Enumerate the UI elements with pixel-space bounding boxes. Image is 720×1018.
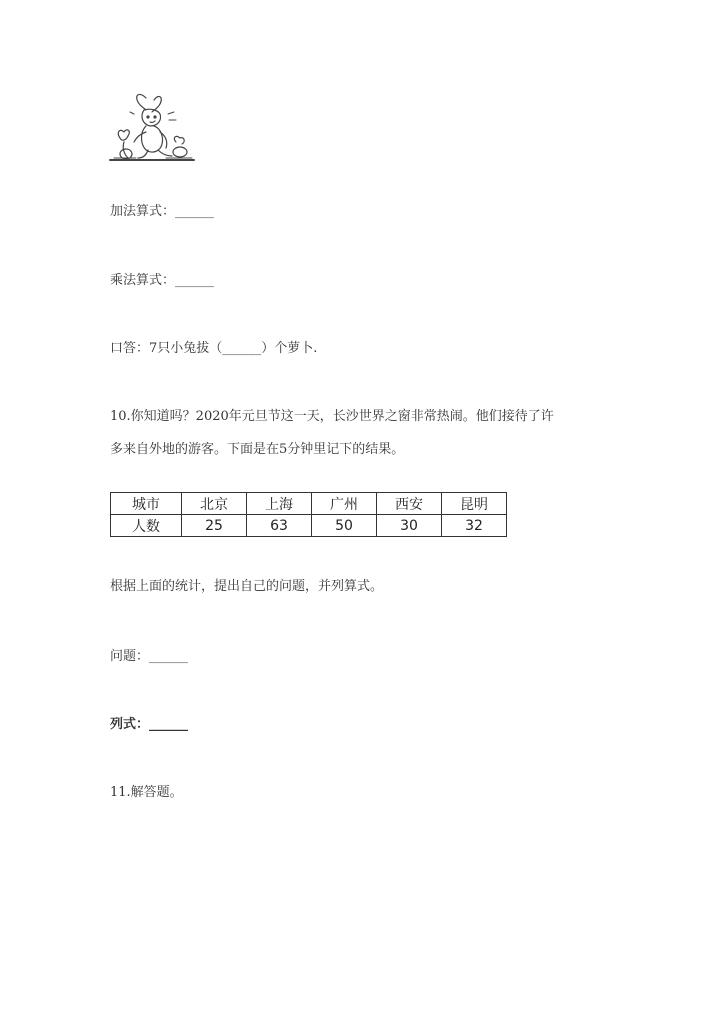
table-data-row: [111, 515, 507, 537]
table-city: 北京: [182, 493, 247, 515]
table-city: 西安: [377, 493, 442, 515]
table-city: 上海: [247, 493, 312, 515]
question-10-line-2: 多来自外地的游客。下面是在5分钟里记下的结果。: [110, 442, 405, 457]
table-count: 32: [442, 515, 507, 537]
table-count: 25: [182, 515, 247, 537]
table-header-row: [111, 493, 507, 515]
formula-prompt: 列式：______: [110, 717, 189, 732]
question-prompt: 问题：______: [110, 649, 189, 664]
multiplication-formula-prompt: 乘法算式：______: [110, 273, 215, 288]
oral-answer-prompt: 口答：7只小兔拔（______）个萝卜.: [110, 341, 318, 356]
addition-formula-prompt: 加法算式：______: [110, 204, 215, 219]
table-row-label: 人数: [111, 515, 182, 537]
table-count: 63: [247, 515, 312, 537]
table-count: 50: [312, 515, 377, 537]
city-visitors-table: [110, 492, 507, 537]
table-header-label: 城市: [111, 493, 182, 515]
table-count: 30: [377, 515, 442, 537]
statistics-instruction: 根据上面的统计，提出自己的问题，并列算式。: [110, 579, 384, 594]
question-10-line-1: 10.你知道吗？2020年元旦节这一天，长沙世界之窗非常热闹。他们接待了许: [110, 409, 554, 424]
table-city: 昆明: [442, 493, 507, 515]
table-city: 广州: [312, 493, 377, 515]
question-11-heading: 11.解答题。: [110, 785, 183, 800]
rabbit-pulling-carrots-illustration: [106, 92, 198, 164]
